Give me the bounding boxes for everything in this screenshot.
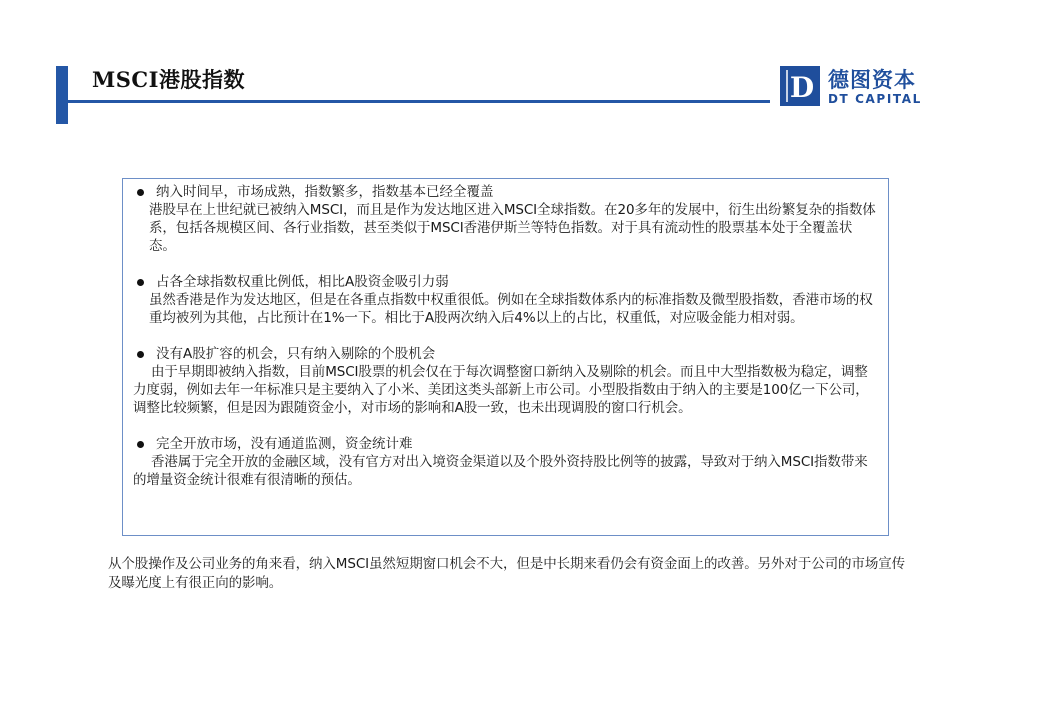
point-heading-text: 占各全球指数权重比例低，相比A股资金吸引力弱: [156, 274, 449, 290]
conclusion-paragraph: 从个股操作及公司业务的角来看，纳入MSCI虽然短期窗口机会不大，但是中长期来看仍会有资金面上的改善。另外对于公司的市场宣传及曝光度上有很正向的影响。: [108, 556, 906, 591]
point-heading: [133, 345, 878, 363]
title-accent-bar: [56, 66, 68, 124]
bullet-icon: [137, 279, 144, 286]
point-body: 香港属于完全开放的金融区域，没有官方对出入境资金渠道以及个股外资持股比例等的披露，导致对于纳入MSCI指数带来的增量资金统计很难有很清晰的预估。: [133, 454, 868, 488]
point-heading-text: 完全开放市场，没有通道监测，资金统计难: [156, 436, 413, 452]
logo-mark-icon: [780, 66, 820, 106]
svg-text:D: D: [789, 71, 815, 104]
bullet-icon: [137, 189, 144, 196]
company-logo: [780, 64, 940, 110]
point-block: [133, 183, 878, 255]
point-heading-text: 没有A股扩容的机会，只有纳入剔除的个股机会: [156, 346, 436, 362]
point-block: [133, 273, 878, 327]
point-body: 由于早期即被纳入指数，目前MSCI股票的机会仅在于每次调整窗口新纳入及剔除的机会。而且中大型指数极为稳定，调整力度弱，例如去年一年标准只是主要纳入了小米、美团这类头部新上市公司。小型股指数由于纳入的主要是100亿一下公司，调整比较频繁，但是因为跟随资金小，对市场的影响和A股一致，也未出现调股的窗口行机会。: [133, 364, 869, 416]
point-block: [133, 435, 878, 489]
bullet-icon: [137, 351, 144, 358]
title-underline: [68, 100, 770, 103]
point-body: 虽然香港是作为发达地区，但是在各重点指数中权重很低。例如在全球指数体系内的标准指数及微型股指数，香港市场的权重均被列为其他，占比预计在1%一下。相比于A股两次纳入后4%以上的占比，权重低，对应吸金能力相对弱。: [149, 292, 873, 326]
logo-name-cn: 德图资本: [828, 68, 916, 92]
page-title: MSCI港股指数: [92, 67, 245, 92]
point-heading-text: 纳入时间早，市场成熟，指数繁多，指数基本已经全覆盖: [156, 184, 494, 200]
key-points-box: [122, 178, 889, 536]
point-block: [133, 345, 878, 417]
point-body: 港股早在上世纪就已被纳入MSCI，而且是作为发达地区进入MSCI全球指数。在20多年的发展中，衍生出纷繁复杂的指数体系，包括各规模区间、各行业指数，甚至类似于MSCI香港伊斯兰等特色指数。对于具有流动性的股票基本处于全覆盖状态。: [149, 202, 876, 254]
logo-name-en: DT CAPITAL: [828, 92, 922, 106]
bullet-icon: [137, 441, 144, 448]
point-heading: [133, 435, 878, 453]
point-heading: [133, 273, 878, 291]
point-heading: [133, 183, 878, 201]
